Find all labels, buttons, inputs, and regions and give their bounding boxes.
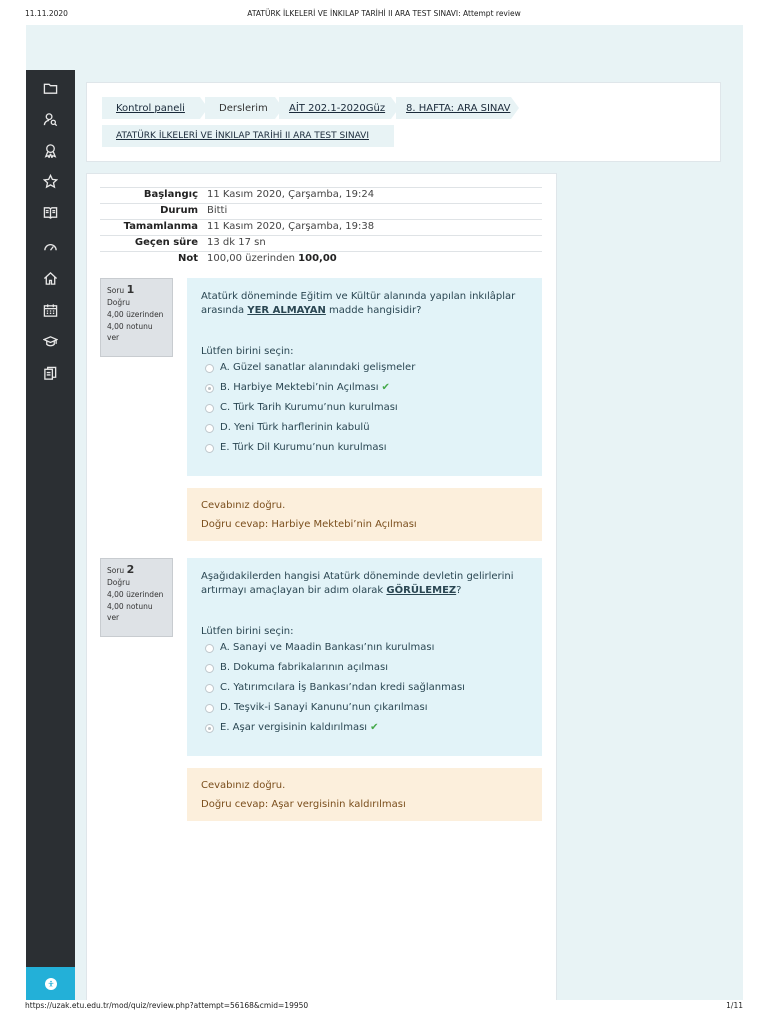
radio-button[interactable] bbox=[205, 684, 214, 693]
correct-answer-text: Doğru cevap: Harbiye Mektebi’nin Açılması bbox=[201, 519, 417, 530]
question-prefix: Soru bbox=[107, 286, 125, 295]
grade-prefix: 100,00 üzerinden bbox=[207, 253, 299, 264]
breadcrumb-card bbox=[86, 82, 721, 162]
question-box-1 bbox=[187, 278, 542, 476]
star-icon[interactable] bbox=[40, 171, 60, 191]
breadcrumb-item-quiz[interactable] bbox=[102, 125, 394, 147]
option-label: D. Teşvik-i Sanayi Kanunu’nun çıkarılması bbox=[220, 702, 428, 713]
sidebar-nav bbox=[26, 70, 75, 1000]
option-label: E. Aşar vergisinin kaldırılması bbox=[220, 722, 368, 733]
option-label: C. Türk Tarih Kurumu’nun kurulması bbox=[220, 402, 398, 413]
answer-option[interactable] bbox=[201, 378, 528, 398]
summary-row-time-taken bbox=[100, 235, 542, 251]
radio-button-selected[interactable] bbox=[205, 724, 214, 733]
answer-option[interactable] bbox=[201, 418, 528, 438]
summary-value: 11 Kasım 2020, Çarşamba, 19:24 bbox=[207, 189, 375, 200]
answer-option[interactable] bbox=[201, 698, 528, 718]
question-emphasis: GÖRÜLEMEZ bbox=[386, 585, 457, 596]
breadcrumb-text: Derslerim bbox=[219, 102, 268, 114]
accessibility-icon bbox=[45, 978, 57, 990]
summary-label: Not bbox=[177, 253, 198, 264]
option-label: D. Yeni Türk harflerinin kabulü bbox=[220, 422, 370, 433]
breadcrumb-item-courses bbox=[205, 97, 275, 119]
radio-button[interactable] bbox=[205, 644, 214, 653]
question-text-part: Atatürk döneminde Eğitim ve Kültür alanında yapılan inkılâplar arasında bbox=[201, 291, 516, 316]
question-text-part: Aşağıdakilerden hangisi Atatürk döneminde devletin gelirlerini artırmayı amaçlayan bir adım olarak bbox=[201, 571, 514, 596]
summary-row-grade bbox=[100, 251, 542, 267]
answer-option[interactable] bbox=[201, 658, 528, 678]
check-icon: ✔ bbox=[381, 382, 390, 393]
calendar-icon[interactable] bbox=[40, 300, 60, 320]
question-state: Doğru bbox=[107, 297, 130, 307]
question-number-value: 2 bbox=[126, 563, 135, 576]
radio-button[interactable] bbox=[205, 404, 214, 413]
breadcrumb-item-dashboard[interactable] bbox=[102, 97, 200, 119]
correct-answer-text: Doğru cevap: Aşar vergisinin kaldırılması bbox=[201, 799, 406, 810]
answer-option[interactable] bbox=[201, 398, 528, 418]
home-icon[interactable] bbox=[40, 268, 60, 288]
breadcrumb-link[interactable]: Kontrol paneli bbox=[116, 102, 185, 114]
breadcrumb-link[interactable]: 8. HAFTA: ARA SINAV bbox=[406, 102, 511, 114]
summary-label: Geçen süre bbox=[134, 237, 198, 248]
breadcrumb-item-course[interactable] bbox=[279, 97, 391, 119]
award-icon[interactable] bbox=[40, 140, 60, 160]
dashboard-icon[interactable] bbox=[40, 236, 60, 256]
answer-options bbox=[201, 638, 528, 738]
summary-row-completed bbox=[100, 219, 542, 235]
graduation-cap-icon[interactable] bbox=[40, 331, 60, 351]
option-label: E. Türk Dil Kurumu’nun kurulması bbox=[220, 442, 387, 453]
question-text-part: ? bbox=[456, 585, 462, 596]
answer-prompt: Lütfen birini seçin: bbox=[201, 346, 294, 357]
answer-option[interactable] bbox=[201, 358, 528, 378]
print-date: 11.11.2020 bbox=[25, 9, 68, 18]
answer-option[interactable] bbox=[201, 718, 528, 738]
radio-button-selected[interactable] bbox=[205, 384, 214, 393]
print-header bbox=[0, 9, 768, 23]
option-label: A. Sanayi ve Maadin Bankası’nın kurulması bbox=[220, 642, 435, 653]
feedback-box-2 bbox=[187, 768, 542, 821]
summary-label: Durum bbox=[160, 205, 198, 216]
answer-prompt: Lütfen birini seçin: bbox=[201, 626, 294, 637]
question-state: Doğru bbox=[107, 577, 130, 587]
print-page-number: 1/11 bbox=[726, 1001, 743, 1010]
question-number-value: 1 bbox=[126, 283, 135, 296]
question-info-2 bbox=[100, 558, 173, 637]
breadcrumb-link[interactable]: AİT 202.1-2020Güz bbox=[289, 102, 386, 114]
answer-option[interactable] bbox=[201, 678, 528, 698]
question-info-1 bbox=[100, 278, 173, 357]
option-label: A. Güzel sanatlar alanındaki gelişmeler bbox=[220, 362, 416, 373]
answer-options bbox=[201, 358, 528, 458]
question-number bbox=[107, 564, 166, 577]
print-url: https://uzak.etu.edu.tr/mod/quiz/review.php?attempt=56168&cmid=19950 bbox=[25, 1001, 309, 1010]
radio-button[interactable] bbox=[205, 444, 214, 453]
summary-row-state bbox=[100, 203, 542, 219]
option-label: B. Harbiye Mektebi’nin Açılması bbox=[220, 382, 379, 393]
radio-button[interactable] bbox=[205, 364, 214, 373]
summary-value: 11 Kasım 2020, Çarşamba, 19:38 bbox=[207, 221, 375, 232]
check-icon: ✔ bbox=[370, 722, 379, 733]
option-label: B. Dokuma fabrikalarının açılması bbox=[220, 662, 389, 673]
print-title: ATATÜRK İLKELERİ VE İNKILAP TARİHİ II ARA TEST SINAVI: Attempt review bbox=[247, 9, 521, 18]
answer-option[interactable] bbox=[201, 638, 528, 658]
user-search-icon[interactable] bbox=[40, 109, 60, 129]
folder-icon[interactable] bbox=[40, 78, 60, 98]
feedback-text: Cevabınız doğru. bbox=[201, 500, 286, 511]
files-icon[interactable] bbox=[40, 363, 60, 383]
question-emphasis: YER ALMAYAN bbox=[247, 305, 326, 316]
attempt-summary-table bbox=[100, 187, 542, 267]
summary-value: Bitti bbox=[207, 205, 228, 216]
question-box-2 bbox=[187, 558, 542, 756]
question-marks: 4,00 üzerinden 4,00 notunu ver bbox=[107, 310, 164, 342]
question-marks: 4,00 üzerinden 4,00 notunu ver bbox=[107, 590, 164, 622]
question-prefix: Soru bbox=[107, 566, 125, 575]
answer-option[interactable] bbox=[201, 438, 528, 458]
radio-button[interactable] bbox=[205, 424, 214, 433]
option-label: C. Yatırımcılara İş Bankası’ndan kredi sağlanması bbox=[220, 682, 465, 693]
summary-label: Tamamlanma bbox=[123, 221, 198, 232]
summary-value bbox=[207, 253, 337, 264]
summary-value: 13 dk 17 sn bbox=[207, 237, 266, 248]
radio-button[interactable] bbox=[205, 704, 214, 713]
question-text bbox=[201, 290, 528, 318]
accessibility-button[interactable] bbox=[26, 967, 75, 1000]
question-text-part: madde hangisidir? bbox=[325, 305, 422, 316]
summary-row-start bbox=[100, 187, 542, 203]
summary-label: Başlangıç bbox=[143, 189, 198, 200]
radio-button[interactable] bbox=[205, 664, 214, 673]
breadcrumb-item-week[interactable] bbox=[396, 97, 511, 119]
book-icon[interactable] bbox=[40, 202, 60, 222]
question-number bbox=[107, 284, 166, 297]
feedback-text: Cevabınız doğru. bbox=[201, 780, 286, 791]
feedback-box-1 bbox=[187, 488, 542, 541]
breadcrumb-link[interactable]: ATATÜRK İLKELERİ VE İNKILAP TARİHİ II ARA TEST SINAVI bbox=[116, 131, 369, 141]
grade-value: 100,00 bbox=[298, 253, 337, 264]
question-text bbox=[201, 570, 528, 598]
